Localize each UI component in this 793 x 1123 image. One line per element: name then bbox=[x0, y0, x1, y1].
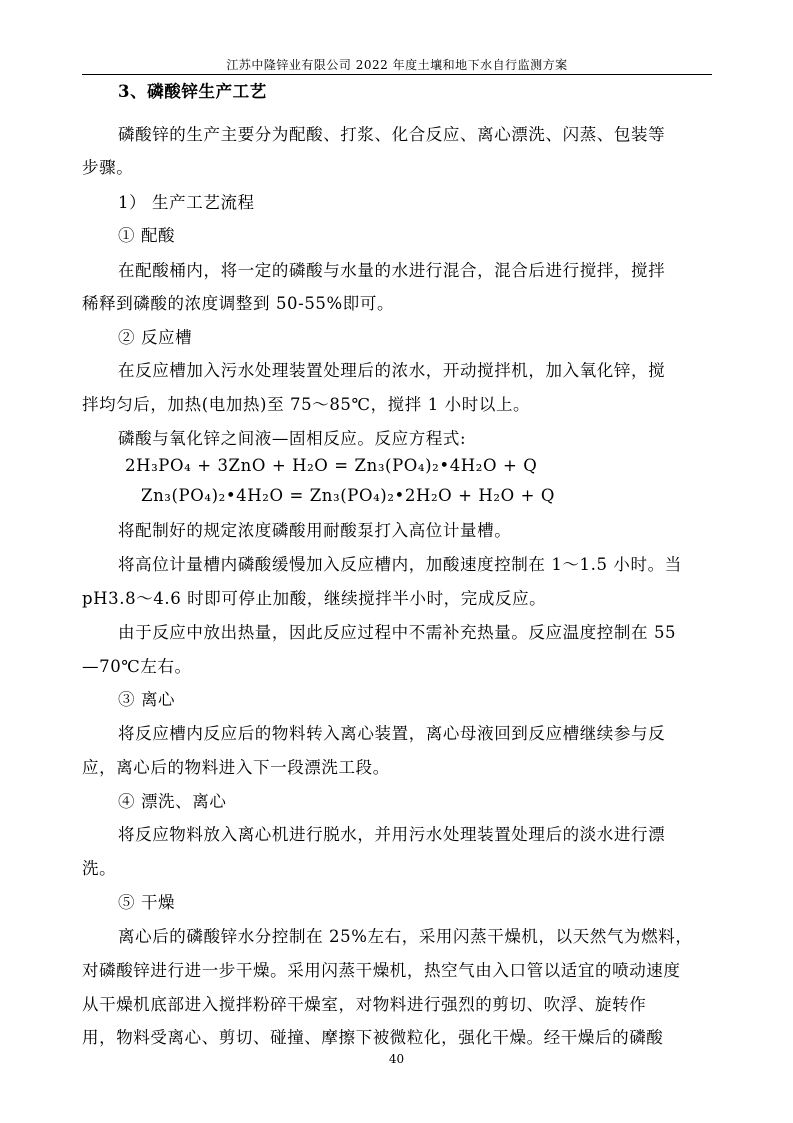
subsection-heading: 1） 生产工艺流程 bbox=[118, 193, 255, 212]
paragraph-line: 应，离心后的物料进入下一段漂洗工段。 bbox=[82, 758, 390, 777]
paragraph-line: 离心后的磷酸锌水分控制在 25%左右，采用闪蒸干燥机，以天然气为燃料， bbox=[118, 927, 693, 946]
step-heading: ③ 离心 bbox=[118, 690, 176, 709]
paragraph-line: 由于反应中放出热量，因此反应过程中不需补充热量。反应温度控制在 55 bbox=[118, 623, 677, 642]
paragraph-line: pH3.8～4.6 时即可停止加酸，继续搅拌半小时，完成反应。 bbox=[82, 589, 547, 608]
running-header: 江苏中隆锌业有限公司 2022 年度土壤和地下水自行监测方案 bbox=[226, 58, 568, 72]
header-rule bbox=[82, 74, 712, 75]
equation-2: Zn₃(PO₄)₂•4H₂O = Zn₃(PO₄)₂•2H₂O + H₂O + Q bbox=[141, 486, 556, 505]
paragraph-line: 将反应槽内反应后的物料转入离心装置，离心母液回到反应槽继续参与反 bbox=[118, 724, 666, 743]
paragraph-line: 磷酸锌的生产主要分为配酸、打浆、化合反应、离心漂洗、闪蒸、包装等 bbox=[118, 125, 666, 144]
section-heading: 3、磷酸锌生产工艺 bbox=[118, 82, 267, 101]
paragraph-line: 磷酸与氧化锌之间液—固相反应。反应方程式: bbox=[118, 429, 467, 448]
paragraph-line: 在配酸桶内，将一定的磷酸与水量的水进行混合，混合后进行搅拌，搅拌 bbox=[118, 261, 666, 280]
paragraph-line: 将高位计量槽内磷酸缓慢加入反应槽内，加酸速度控制在 1～1.5 小时。当 bbox=[118, 555, 682, 574]
paragraph-line: 将配制好的规定浓度磷酸用耐酸泵打入高位计量槽。 bbox=[118, 521, 512, 540]
step-heading: ⑤ 干燥 bbox=[118, 893, 176, 912]
step-heading: ④ 漂洗、离心 bbox=[118, 792, 227, 811]
step-heading: ② 反应槽 bbox=[118, 328, 193, 347]
equation-1: 2H₃PO₄ + 3ZnO + H₂O = Zn₃(PO₄)₂•4H₂O + Q bbox=[125, 456, 538, 475]
step-heading: ① 配酸 bbox=[118, 226, 176, 245]
paragraph-line: 在反应槽加入污水处理装置处理后的浓水，开动搅拌机，加入氧化锌，搅 bbox=[118, 361, 666, 380]
paragraph-line: 用，物料受离心、剪切、碰撞、摩擦下被微粒化，强化干燥。经干燥后的磷酸 bbox=[82, 1028, 664, 1047]
paragraph-line: 步骤。 bbox=[82, 158, 134, 177]
paragraph-line: 拌均匀后，加热(电加热)至 75～85℃，搅拌 1 小时以上。 bbox=[82, 395, 531, 414]
paragraph-line: 将反应物料放入离心机进行脱水，并用污水处理装置处理后的淡水进行漂 bbox=[118, 825, 666, 844]
paragraph-line: 对磷酸锌进行进一步干燥。采用闪蒸干燥机，热空气由入口管以适宜的喷动速度 bbox=[82, 961, 681, 980]
paragraph-line: 稀释到磷酸的浓度调整到 50-55%即可。 bbox=[82, 294, 395, 313]
paragraph-line: —70℃左右。 bbox=[82, 657, 192, 676]
page-number: 40 bbox=[388, 1052, 405, 1066]
paragraph-line: 从干燥机底部进入搅拌粉碎干燥室，对物料进行强烈的剪切、吹浮、旋转作 bbox=[82, 995, 647, 1014]
paragraph-line: 洗。 bbox=[82, 859, 117, 878]
